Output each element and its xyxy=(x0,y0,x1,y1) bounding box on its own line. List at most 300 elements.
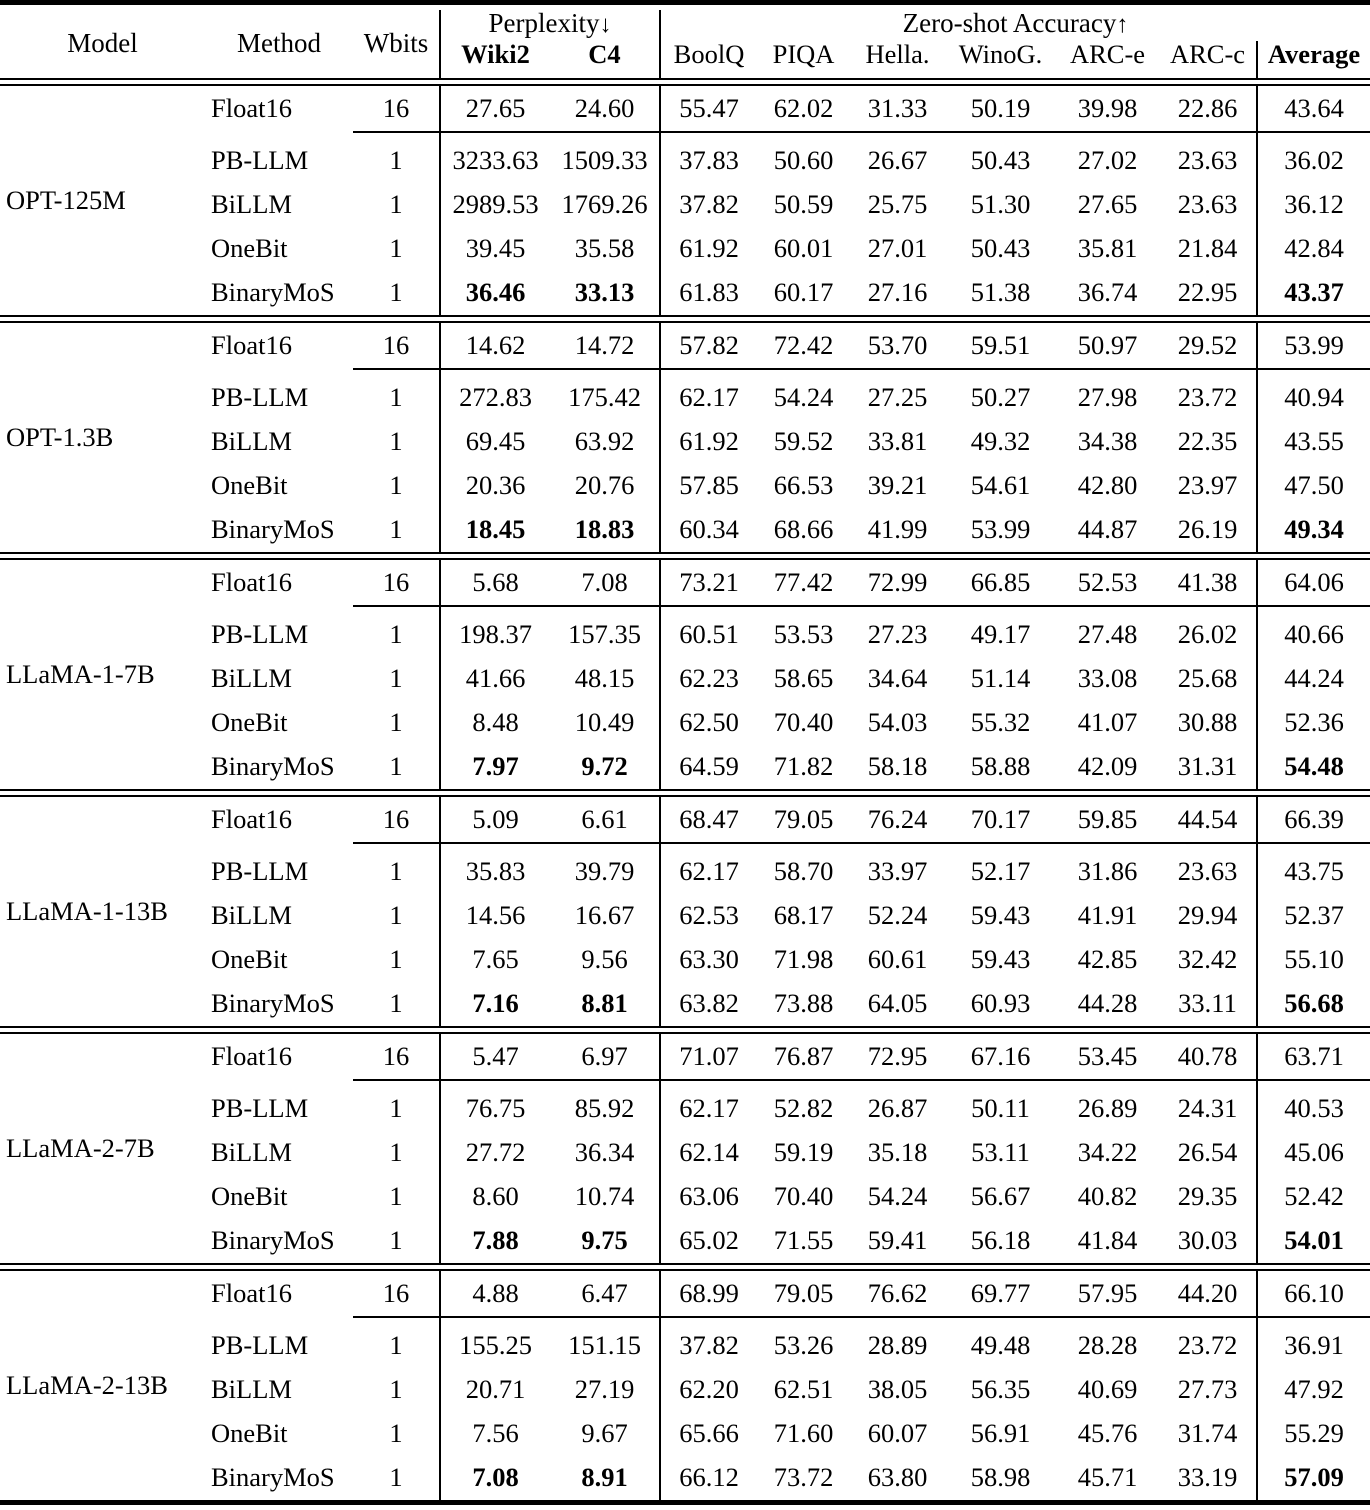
wiki2-cell: 8.48 xyxy=(440,701,550,745)
hella-cell: 76.24 xyxy=(867,803,928,834)
hella-cell: 72.99 xyxy=(867,566,928,597)
winog-cell: 56.35 xyxy=(970,1374,1031,1405)
model-name-cell: LLaMA-2-7B xyxy=(6,1132,155,1163)
c4-cell: 6.61 xyxy=(581,803,628,834)
method-name-cell: BiLLM xyxy=(211,1374,292,1405)
boolq-cell: 68.99 xyxy=(660,1270,757,1317)
boolq-cell: 62.20 xyxy=(660,1368,757,1412)
winog-cell: 59.43 xyxy=(970,944,1031,975)
average-cell: 43.64 xyxy=(1257,85,1370,132)
wbits-cell: 1 xyxy=(389,145,403,176)
piqa-cell: 73.88 xyxy=(773,988,834,1019)
wiki2-cell: 14.62 xyxy=(440,322,550,369)
table-row xyxy=(0,1131,1370,1175)
arce-cell: 34.22 xyxy=(1077,1137,1138,1168)
wiki2-cell: 20.36 xyxy=(440,464,550,508)
arcc-cell: 27.73 xyxy=(1177,1374,1238,1405)
wbits-cell: 1 xyxy=(389,382,403,413)
winog-cell: 60.93 xyxy=(970,988,1031,1019)
c4-cell: 10.74 xyxy=(574,1181,635,1212)
piqa-cell: 50.60 xyxy=(773,145,834,176)
wbits-cell: 1 xyxy=(389,470,403,501)
wiki2-cell: 27.65 xyxy=(440,85,550,132)
winog-cell: 67.16 xyxy=(970,1040,1031,1071)
arcc-cell: 31.31 xyxy=(1177,751,1238,782)
arcc-cell: 23.72 xyxy=(1177,1330,1238,1361)
top-rule-line xyxy=(0,3,1370,11)
wiki2-cell: 7.65 xyxy=(440,938,550,982)
col-header-wiki2: Wiki2 xyxy=(440,41,550,79)
hella-cell: 60.07 xyxy=(867,1418,928,1449)
boolq-cell: 63.30 xyxy=(660,938,757,982)
hella-cell: 63.80 xyxy=(867,1462,928,1493)
table-row xyxy=(0,796,1370,843)
winog-cell: 66.85 xyxy=(970,566,1031,597)
wbits-cell: 1 xyxy=(389,988,403,1019)
col-header-wbits: Wbits xyxy=(363,28,429,59)
average-cell: 63.71 xyxy=(1257,1033,1370,1080)
table-row xyxy=(0,464,1370,508)
arcc-cell: 24.31 xyxy=(1177,1093,1238,1124)
table-row xyxy=(0,844,1370,894)
wbits-cell: 1 xyxy=(389,277,403,308)
wbits-cell: 1 xyxy=(389,426,403,457)
table-row xyxy=(0,133,1370,183)
piqa-cell: 68.66 xyxy=(773,514,834,545)
method-name-cell: PB-LLM xyxy=(211,1330,309,1361)
table-row xyxy=(0,1456,1370,1503)
arce-cell: 35.81 xyxy=(1077,233,1138,264)
wiki2-cell: 2989.53 xyxy=(440,183,550,227)
arce-cell: 42.80 xyxy=(1077,470,1138,501)
wiki2-cell: 7.08 xyxy=(440,1456,550,1503)
winog-cell: 53.99 xyxy=(970,514,1031,545)
method-name-cell: Float16 xyxy=(211,804,292,835)
boolq-cell: 57.85 xyxy=(660,464,757,508)
arce-cell: 53.45 xyxy=(1077,1040,1138,1071)
c4-cell: 9.75 xyxy=(581,1225,628,1256)
c4-cell: 18.83 xyxy=(574,514,635,545)
winog-cell: 56.67 xyxy=(970,1181,1031,1212)
c4-cell: 8.91 xyxy=(581,1462,628,1493)
method-name-cell: PB-LLM xyxy=(211,619,309,650)
piqa-cell: 70.40 xyxy=(773,1181,834,1212)
hella-cell: 53.70 xyxy=(867,329,928,360)
wbits-cell: 1 xyxy=(389,1418,403,1449)
winog-cell: 49.32 xyxy=(970,426,1031,457)
table-row xyxy=(0,701,1370,745)
average-cell: 66.39 xyxy=(1257,796,1370,843)
winog-cell: 51.14 xyxy=(970,663,1031,694)
boolq-cell: 66.12 xyxy=(660,1456,757,1503)
hella-cell: 26.87 xyxy=(867,1093,928,1124)
c4-cell: 157.35 xyxy=(568,619,641,650)
arce-cell: 44.28 xyxy=(1077,988,1138,1019)
method-name-cell: OneBit xyxy=(211,1181,288,1212)
arcc-cell: 33.11 xyxy=(1178,988,1237,1019)
table-row xyxy=(0,1270,1370,1317)
method-name-cell: OneBit xyxy=(211,1418,288,1449)
table-row xyxy=(0,1033,1370,1080)
table-row xyxy=(0,1318,1370,1368)
header-row-group xyxy=(0,10,1370,41)
method-name-cell: BiLLM xyxy=(211,426,292,457)
piqa-cell: 77.42 xyxy=(773,566,834,597)
wbits-cell: 1 xyxy=(389,1462,403,1493)
boolq-cell: 37.83 xyxy=(660,133,757,183)
wbits-cell: 1 xyxy=(389,233,403,264)
c4-cell: 36.34 xyxy=(574,1137,635,1168)
wiki2-cell: 7.56 xyxy=(440,1412,550,1456)
arce-cell: 33.08 xyxy=(1077,663,1138,694)
piqa-cell: 54.24 xyxy=(773,382,834,413)
wiki2-cell: 36.46 xyxy=(440,271,550,316)
table-row xyxy=(0,508,1370,553)
average-cell: 56.68 xyxy=(1257,982,1370,1027)
arce-cell: 40.69 xyxy=(1077,1374,1138,1405)
table-row xyxy=(0,420,1370,464)
method-name-cell: BinaryMoS xyxy=(211,1225,335,1256)
group-header-perplexity xyxy=(440,10,660,41)
table-body xyxy=(0,3,1370,1510)
average-cell: 43.75 xyxy=(1257,844,1370,894)
arce-cell: 27.98 xyxy=(1077,382,1138,413)
method-name-cell: BinaryMoS xyxy=(211,751,335,782)
col-header-arce: ARC-e xyxy=(1069,39,1146,69)
c4-cell: 35.58 xyxy=(574,233,635,264)
model-name-cell: LLaMA-2-13B xyxy=(6,1369,168,1400)
down-arrow-icon: ↓ xyxy=(599,12,612,38)
wiki2-cell: 35.83 xyxy=(440,844,550,894)
arce-cell: 27.02 xyxy=(1077,145,1138,176)
wiki2-cell: 5.68 xyxy=(440,559,550,606)
boolq-cell: 65.02 xyxy=(660,1219,757,1264)
arce-cell: 45.71 xyxy=(1077,1462,1138,1493)
average-cell: 36.02 xyxy=(1257,133,1370,183)
boolq-cell: 62.17 xyxy=(660,370,757,420)
hella-cell: 64.05 xyxy=(867,988,928,1019)
average-cell: 53.99 xyxy=(1257,322,1370,369)
arcc-cell: 29.94 xyxy=(1177,900,1238,931)
wbits-cell: 1 xyxy=(389,900,403,931)
piqa-cell: 62.02 xyxy=(773,92,834,123)
hella-cell: 54.03 xyxy=(867,707,928,738)
winog-cell: 50.19 xyxy=(970,92,1031,123)
average-cell: 47.92 xyxy=(1257,1368,1370,1412)
winog-cell: 59.43 xyxy=(970,900,1031,931)
arce-cell: 26.89 xyxy=(1077,1093,1138,1124)
piqa-cell: 79.05 xyxy=(773,803,834,834)
piqa-cell: 71.98 xyxy=(773,944,834,975)
arce-cell: 34.38 xyxy=(1077,426,1138,457)
method-name-cell: Float16 xyxy=(211,330,292,361)
method-name-cell: BinaryMoS xyxy=(211,514,335,545)
arcc-cell: 26.02 xyxy=(1177,619,1238,650)
arcc-cell: 32.42 xyxy=(1177,944,1238,975)
piqa-cell: 60.17 xyxy=(773,277,834,308)
method-name-cell: BiLLM xyxy=(211,1137,292,1168)
average-cell: 49.34 xyxy=(1257,508,1370,553)
col-header-boolq: BoolQ xyxy=(660,41,757,79)
table-row xyxy=(0,271,1370,316)
arce-cell: 59.85 xyxy=(1077,803,1138,834)
method-name-cell: OneBit xyxy=(211,470,288,501)
wiki2-cell: 27.72 xyxy=(440,1131,550,1175)
winog-cell: 51.30 xyxy=(970,189,1031,220)
wiki2-cell: 7.88 xyxy=(440,1219,550,1264)
boolq-cell: 62.53 xyxy=(660,894,757,938)
col-header-hella: Hella. xyxy=(865,39,930,69)
c4-cell: 16.67 xyxy=(574,900,635,931)
boolq-cell: 64.59 xyxy=(660,745,757,790)
method-name-cell: BinaryMoS xyxy=(211,988,335,1019)
method-name-cell: Float16 xyxy=(211,567,292,598)
table-row xyxy=(0,85,1370,132)
boolq-cell: 62.17 xyxy=(660,1081,757,1131)
hella-cell: 59.41 xyxy=(867,1225,928,1256)
arce-cell: 42.85 xyxy=(1077,944,1138,975)
wbits-cell: 1 xyxy=(389,619,403,650)
piqa-cell: 71.82 xyxy=(773,751,834,782)
boolq-cell: 62.23 xyxy=(660,657,757,701)
wbits-cell: 1 xyxy=(389,856,403,887)
average-cell: 36.12 xyxy=(1257,183,1370,227)
average-cell: 43.37 xyxy=(1257,271,1370,316)
wiki2-cell: 69.45 xyxy=(440,420,550,464)
table-row xyxy=(0,370,1370,420)
table-row xyxy=(0,938,1370,982)
method-name-cell: BiLLM xyxy=(211,189,292,220)
table-row xyxy=(0,183,1370,227)
wiki2-cell: 7.16 xyxy=(440,982,550,1027)
table-row xyxy=(0,1081,1370,1131)
arce-cell: 27.65 xyxy=(1077,189,1138,220)
c4-cell: 8.81 xyxy=(581,988,628,1019)
c4-cell: 39.79 xyxy=(574,856,635,887)
method-name-cell: PB-LLM xyxy=(211,145,309,176)
wiki2-cell: 3233.63 xyxy=(440,133,550,183)
wiki2-cell: 39.45 xyxy=(440,227,550,271)
bottom-rule-line xyxy=(0,1502,1370,1510)
piqa-cell: 53.26 xyxy=(773,1330,834,1361)
piqa-cell: 79.05 xyxy=(773,1277,834,1308)
piqa-cell: 62.51 xyxy=(773,1374,834,1405)
table-row xyxy=(0,322,1370,369)
c4-cell: 6.97 xyxy=(581,1040,628,1071)
wbits-cell: 1 xyxy=(389,1374,403,1405)
winog-cell: 50.27 xyxy=(970,382,1031,413)
piqa-cell: 66.53 xyxy=(773,470,834,501)
arce-cell: 41.84 xyxy=(1077,1225,1138,1256)
winog-cell: 55.32 xyxy=(970,707,1031,738)
arce-cell: 50.97 xyxy=(1077,329,1138,360)
arce-cell: 28.28 xyxy=(1077,1330,1138,1361)
method-name-cell: OneBit xyxy=(211,233,288,264)
c4-cell: 10.49 xyxy=(574,707,635,738)
winog-cell: 50.11 xyxy=(971,1093,1030,1124)
c4-cell: 24.60 xyxy=(574,92,635,123)
piqa-cell: 53.53 xyxy=(773,619,834,650)
arcc-cell: 26.54 xyxy=(1177,1137,1238,1168)
hella-cell: 72.95 xyxy=(867,1040,928,1071)
arce-cell: 45.76 xyxy=(1077,1418,1138,1449)
arcc-cell: 22.35 xyxy=(1177,426,1238,457)
table-row xyxy=(0,982,1370,1027)
arcc-cell: 25.68 xyxy=(1177,663,1238,694)
wbits-cell: 16 xyxy=(382,1040,410,1071)
c4-cell: 33.13 xyxy=(574,277,635,308)
average-cell: 45.06 xyxy=(1257,1131,1370,1175)
col-header-method: Method xyxy=(237,28,321,59)
hella-cell: 27.23 xyxy=(867,619,928,650)
winog-cell: 56.91 xyxy=(970,1418,1031,1449)
piqa-cell: 68.17 xyxy=(773,900,834,931)
arcc-cell: 23.63 xyxy=(1177,189,1238,220)
hella-cell: 31.33 xyxy=(867,92,928,123)
hella-cell: 60.61 xyxy=(867,944,928,975)
hella-cell: 27.25 xyxy=(867,382,928,413)
hella-cell: 25.75 xyxy=(867,189,928,220)
hella-cell: 38.05 xyxy=(867,1374,928,1405)
table-row xyxy=(0,745,1370,790)
c4-cell: 9.72 xyxy=(581,751,628,782)
piqa-cell: 52.82 xyxy=(773,1093,834,1124)
arcc-cell: 26.19 xyxy=(1177,514,1238,545)
piqa-cell: 58.70 xyxy=(773,856,834,887)
average-cell: 44.24 xyxy=(1257,657,1370,701)
boolq-cell: 37.82 xyxy=(660,183,757,227)
col-header-piqa: PIQA xyxy=(772,39,835,69)
boolq-cell: 57.82 xyxy=(660,322,757,369)
boolq-cell: 71.07 xyxy=(660,1033,757,1080)
c4-cell: 1769.26 xyxy=(561,189,648,220)
method-name-cell: BiLLM xyxy=(211,900,292,931)
wbits-cell: 1 xyxy=(389,1225,403,1256)
boolq-cell: 60.34 xyxy=(660,508,757,553)
wbits-cell: 1 xyxy=(389,1181,403,1212)
hella-cell: 58.18 xyxy=(867,751,928,782)
method-name-cell: BinaryMoS xyxy=(211,277,335,308)
wiki2-cell: 18.45 xyxy=(440,508,550,553)
wbits-cell: 1 xyxy=(389,1137,403,1168)
boolq-cell: 68.47 xyxy=(660,796,757,843)
wbits-cell: 1 xyxy=(389,1330,403,1361)
piqa-cell: 50.59 xyxy=(773,189,834,220)
arcc-cell: 23.72 xyxy=(1177,382,1238,413)
wbits-cell: 16 xyxy=(382,803,410,834)
c4-cell: 27.19 xyxy=(574,1374,635,1405)
method-name-cell: PB-LLM xyxy=(211,382,309,413)
wiki2-cell: 5.09 xyxy=(440,796,550,843)
c4-cell: 9.67 xyxy=(581,1418,628,1449)
arce-cell: 39.98 xyxy=(1077,92,1138,123)
wiki2-cell: 7.97 xyxy=(440,745,550,790)
winog-cell: 58.88 xyxy=(970,751,1031,782)
group-label-perplexity: Perplexity xyxy=(488,8,600,38)
average-cell: 52.36 xyxy=(1257,701,1370,745)
piqa-cell: 76.87 xyxy=(773,1040,834,1071)
boolq-cell: 60.51 xyxy=(660,607,757,657)
average-cell: 52.42 xyxy=(1257,1175,1370,1219)
wiki2-cell: 41.66 xyxy=(440,657,550,701)
table-row xyxy=(0,607,1370,657)
method-name-cell: Float16 xyxy=(211,93,292,124)
arcc-cell: 40.78 xyxy=(1177,1040,1238,1071)
piqa-cell: 59.52 xyxy=(773,426,834,457)
model-name-cell: LLaMA-1-7B xyxy=(6,658,155,689)
hella-cell: 28.89 xyxy=(867,1330,928,1361)
wiki2-cell: 272.83 xyxy=(440,370,550,420)
piqa-cell: 60.01 xyxy=(773,233,834,264)
c4-cell: 151.15 xyxy=(568,1330,641,1361)
hella-cell: 34.64 xyxy=(867,663,928,694)
piqa-cell: 58.65 xyxy=(773,663,834,694)
boolq-cell: 63.82 xyxy=(660,982,757,1027)
average-cell: 42.84 xyxy=(1257,227,1370,271)
arce-cell: 57.95 xyxy=(1077,1277,1138,1308)
col-header-c4: C4 xyxy=(588,39,621,69)
c4-cell: 48.15 xyxy=(574,663,635,694)
wiki2-cell: 4.88 xyxy=(440,1270,550,1317)
bottom-rule xyxy=(0,1502,1370,1510)
arce-cell: 36.74 xyxy=(1077,277,1138,308)
average-cell: 54.01 xyxy=(1257,1219,1370,1264)
table-row xyxy=(0,1368,1370,1412)
boolq-cell: 62.50 xyxy=(660,701,757,745)
wbits-cell: 16 xyxy=(382,92,410,123)
arce-cell: 44.87 xyxy=(1077,514,1138,545)
hella-cell: 54.24 xyxy=(867,1181,928,1212)
piqa-cell: 71.55 xyxy=(773,1225,834,1256)
winog-cell: 56.18 xyxy=(970,1225,1031,1256)
arcc-cell: 30.03 xyxy=(1177,1225,1238,1256)
winog-cell: 54.61 xyxy=(970,470,1031,501)
model-name-cell: OPT-1.3B xyxy=(6,421,114,452)
wbits-cell: 1 xyxy=(389,751,403,782)
hella-cell: 39.21 xyxy=(867,470,928,501)
piqa-cell: 72.42 xyxy=(773,329,834,360)
average-cell: 40.53 xyxy=(1257,1081,1370,1131)
method-name-cell: BinaryMoS xyxy=(211,1462,335,1493)
wbits-cell: 1 xyxy=(389,189,403,220)
table-row xyxy=(0,1412,1370,1456)
col-header-average: Average xyxy=(1257,41,1370,79)
hella-cell: 52.24 xyxy=(867,900,928,931)
hella-cell: 33.81 xyxy=(867,426,928,457)
arce-cell: 31.86 xyxy=(1077,856,1138,887)
winog-cell: 49.17 xyxy=(970,619,1031,650)
wiki2-cell: 155.25 xyxy=(440,1318,550,1368)
arce-cell: 41.91 xyxy=(1077,900,1138,931)
hella-cell: 27.16 xyxy=(867,277,928,308)
wbits-cell: 1 xyxy=(389,944,403,975)
table-row xyxy=(0,657,1370,701)
boolq-cell: 61.92 xyxy=(660,420,757,464)
winog-cell: 70.17 xyxy=(970,803,1031,834)
arce-cell: 40.82 xyxy=(1077,1181,1138,1212)
method-name-cell: OneBit xyxy=(211,944,288,975)
wbits-cell: 16 xyxy=(382,566,410,597)
average-cell: 40.66 xyxy=(1257,607,1370,657)
winog-cell: 52.17 xyxy=(970,856,1031,887)
winog-cell: 50.43 xyxy=(970,233,1031,264)
average-cell: 40.94 xyxy=(1257,370,1370,420)
arcc-cell: 22.95 xyxy=(1177,277,1238,308)
hella-cell: 35.18 xyxy=(867,1137,928,1168)
top-rule xyxy=(0,3,1370,11)
average-cell: 54.48 xyxy=(1257,745,1370,790)
boolq-cell: 65.66 xyxy=(660,1412,757,1456)
